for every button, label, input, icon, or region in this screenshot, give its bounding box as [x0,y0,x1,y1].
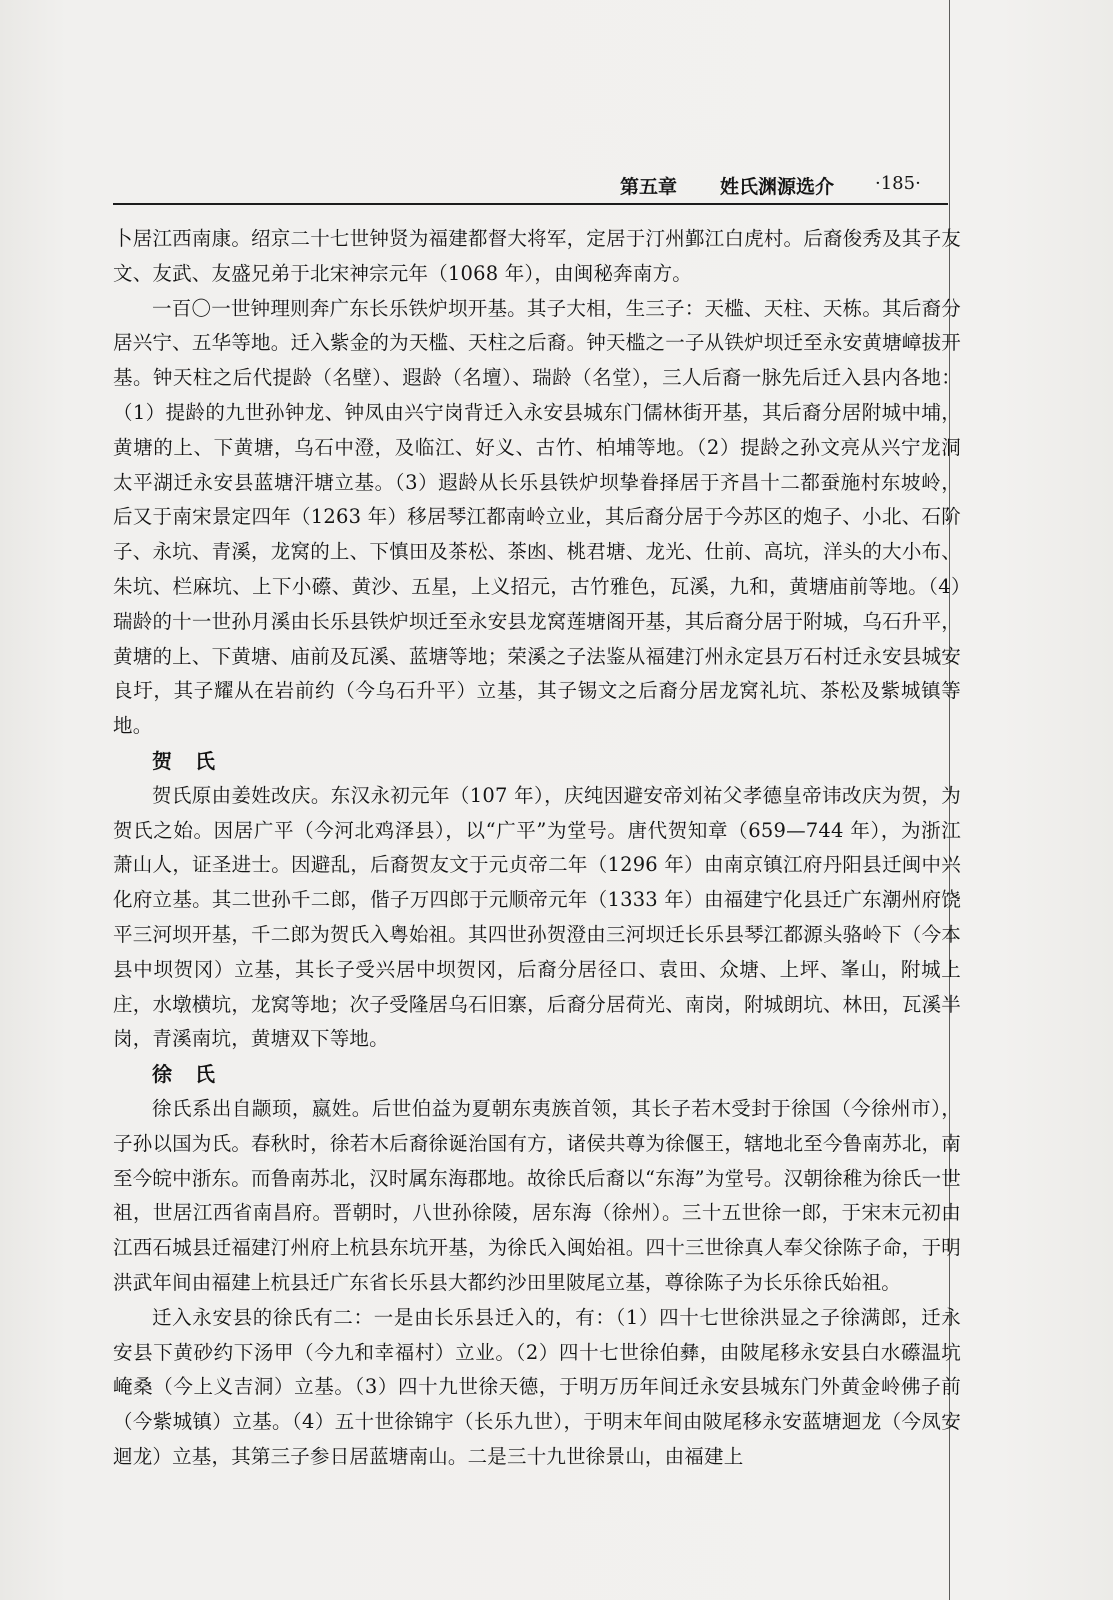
chapter-title: 姓氏渊源选介 [720,176,835,198]
page-number: ·185· [875,173,921,194]
paragraph-he: 贺氏原由姜姓改庆。东汉永初元年（107 年），庆纯因避安帝刘祐父孝德皇帝讳改庆为贺，为贺氏之始。因居广平（今河北鸡泽县），以“广平”为堂号。唐代贺知章（659—744 年），为浙江萧山人，证圣进士。因避乱，后裔贺友文于元贞帝二年（1296 年）由南京镇江府丹阳县迁闽中兴化府立基。其二世孙千二郎，偕子万四郎于元顺帝元年（1333 年）由福建宁化县迁广东潮州府饶平三河坝开基，千二郎为贺氏入粤始祖。其四世孙贺澄由三河坝迁长乐县琴江都源头骆岭下（今本县中坝贺冈）立基，其长子受兴居中坝贺冈，后裔分居径口、袁田、众塘、上坪、峯山，附城上庄，水墩横坑，龙窝等地；次子受隆居乌石旧寨，后裔分居荷光、南岗，附城朗坑、林田，瓦溪半岗，青溪南坑，黄塘双下等地。 [113,783,961,1051]
body-text [113,222,961,1475]
running-header [620,170,950,206]
paragraph-zhong: 一百〇一世钟理则奔广东长乐铁炉坝开基。其子大相，生三子：天槛、天柱、天栋。其后裔分居兴宁、五华等地。迁入紫金的为天槛、天柱之后裔。钟天槛之一子从铁炉坝迁至永安黄塘嶂拔开基。钟天柱之后代提龄（名壁）、遐龄（名壇）、瑞龄（名堂），三人后裔一脉先后迁入县内各地：（1）提龄的九世孙钟龙、钟凤由兴宁岗背迁入永安县城东门儒林街开基，其后裔分居附城中埔，黄塘的上、下黄塘，乌石中澄，及临江、好义、古竹、柏埔等地。（2）提龄之孙文亮从兴宁龙洞太平湖迁永安县蓝塘汗塘立基。（3）遐龄从长乐县铁炉坝挚眷择居于齐昌十二都蚕施村东坡岭，后又于南宋景定四年（1263 年）移居琴江都南岭立业，其后裔分居于今苏区的炮子、小北、石阶子、永坑、青溪，龙窝的上、下慎田及茶松、茶凼、桃君塘、龙光、仕前、高坑，洋头的大小布、朱坑、栏麻坑、上下小礤、黄沙、五星，上义招元，古竹雅色，瓦溪，九和，黄塘庙前等地。（4）瑞龄的十一世孙月溪由长乐县铁炉坝迁至永安县龙窝莲塘阁开基，其后裔分居于附城，乌石升平，黄塘的上、下黄塘、庙前及瓦溪、蓝塘等地；荣溪之子法鉴从福建汀州永定县万石村迁永安县城安良圩，其子耀从在岩前约（今乌石升平）立基，其子锡文之后裔分居龙窝礼坑、茶松及紫城镇等地。 [113,296,961,738]
header-rule [113,203,948,205]
section-heading-xu: 徐 氏 [152,1062,223,1087]
section-heading-he: 贺 氏 [152,748,223,773]
paragraph-xu-migration: 迁入永安县的徐氏有二：一是由长乐县迁入的，有：（1）四十七世徐洪显之子徐满郎，迁永安县下黄砂约下汤甲（今九和幸福村）立业。（2）四十七世徐伯彝，由陂尾移永安县白水礤温坑崦桑（今上义吉洞）立基。（3）四十九世徐天德，于明万历年间迁永安县城东门外黄金岭佛子前（今紫城镇）立基。（4）五十世徐锦宇（长乐九世），于明末年间由陂尾移永安蓝塘迴龙（今凤安迴龙）立基，其第三子参日居蓝塘南山。二是三十九世徐景山，由福建上 [113,1305,961,1468]
chapter-label: 第五章 [620,176,678,198]
paragraph-continuation: 卜居江西南康。绍京二十七世钟贤为福建都督大将军，定居于汀州鄞江白虎村。后裔俊秀及其子友文、友武、友盛兄弟于北宋神宗元年（1068 年），由闽秘奔南方。 [113,227,961,285]
paragraph-xu-origin: 徐氏系出自颛顼，嬴姓。后世伯益为夏朝东夷族首领，其长子若木受封于徐国（今徐州市），子孙以国为氏。春秋时，徐若木后裔徐诞治国有方，诸侯共尊为徐偃王，辖地北至今鲁南苏北，南至今皖中浙东。而鲁南苏北，汉时属东海郡地。故徐氏后裔以“东海”为堂号。汉朝徐稚为徐氏一世祖，世居江西省南昌府。晋朝时，八世孙徐陵，居东海（徐州）。三十五世徐一郎，于宋末元初由江西石城县迁福建汀州府上杭县东坑开基，为徐氏入闽始祖。四十三世徐真人奉父徐陈子命，于明洪武年间由福建上杭县迁广东省长乐县大都约沙田里陂尾立基，尊徐陈子为长乐徐氏始祖。 [113,1096,961,1294]
